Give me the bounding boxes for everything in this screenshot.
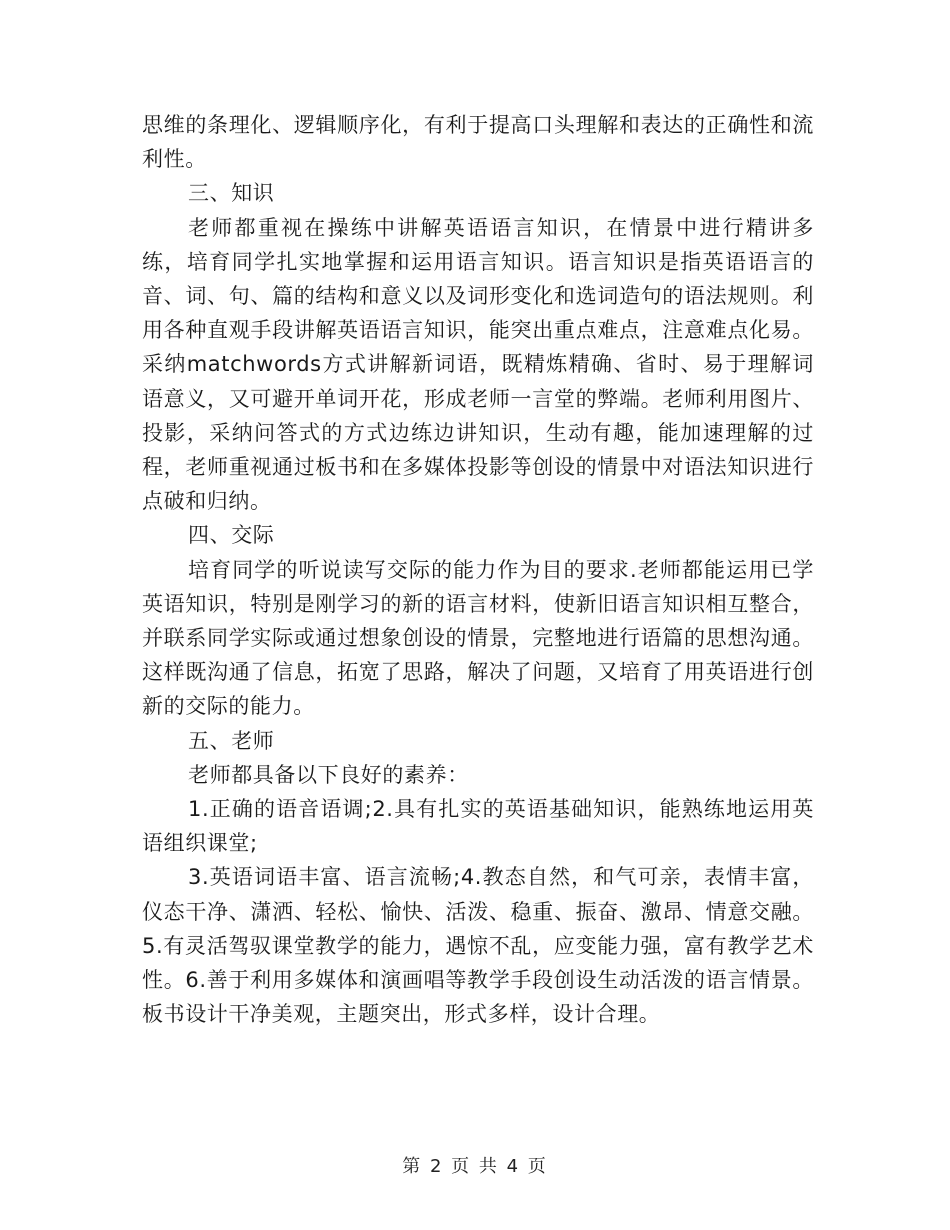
paragraph-teacher-list-1: 1.正确的语音语调;2.具有扎实的英语基础知识，能熟练地运用英语组织课堂; bbox=[142, 797, 814, 856]
paragraph-knowledge: 老师都重视在操练中讲解英语语言知识，在情景中进行精讲多练，培育同学扎实地掌握和运用语言知识。语言知识是指英语语言的音、词、句、篇的结构和意义以及词形变化和选词造句的语法规则。利用各种直观手段讲解英语语言知识，能突出重点难点，注意难点化易。采纳matchwords方式讲解新词语，既精炼精确、省时、易于理解词语意义，又可避开单词开花，形成老师一言堂的弊端。老师利用图片、投影，采纳问答式的方式边练边讲知识，生动有趣，能加速理解的过程，老师重视通过板书和在多媒体投影等创设的情景中对语法知识进行点破和归纳。 bbox=[142, 215, 814, 514]
section-heading-knowledge: 三、知识 bbox=[188, 181, 275, 206]
section-heading-teacher: 五、老师 bbox=[188, 728, 275, 753]
paragraph-teacher-list-2: 3.英语词语丰富、语言流畅;4.教态自然，和气可亲，表情丰富，仪态干净、潇洒、轻松、愉快、活泼、稳重、振奋、激昂、情意交融。5.有灵活驾驭课堂教学的能力，遇惊不乱，应变能力强，富有教学艺术性。6.善于利用多媒体和演画唱等教学手段创设生动活泼的语言情景。板书设计干净美观，主题突出，形式多样，设计合理。 bbox=[142, 865, 814, 1027]
page-number-footer: 第 2 页 共 4 页 bbox=[402, 1156, 548, 1177]
paragraph-continuation: 思维的条理化、逻辑顺序化，有利于提高口头理解和表达的正确性和流利性。 bbox=[142, 113, 814, 172]
paragraph-communication: 培育同学的听说读写交际的能力作为目的要求.老师都能运用已学英语知识，特别是刚学习的新的语言材料，使新旧语言知识相互整合，并联系同学实际或通过想象创设的情景，完整地进行语篇的思想沟通。这样既沟通了信息，拓宽了思路，解决了问题，又培育了用英语进行创新的交际的能力。 bbox=[142, 557, 814, 719]
document-body bbox=[142, 108, 814, 1031]
paragraph-teacher-intro: 老师都具备以下良好的素养： bbox=[188, 762, 469, 787]
section-heading-communication: 四、交际 bbox=[188, 523, 275, 548]
